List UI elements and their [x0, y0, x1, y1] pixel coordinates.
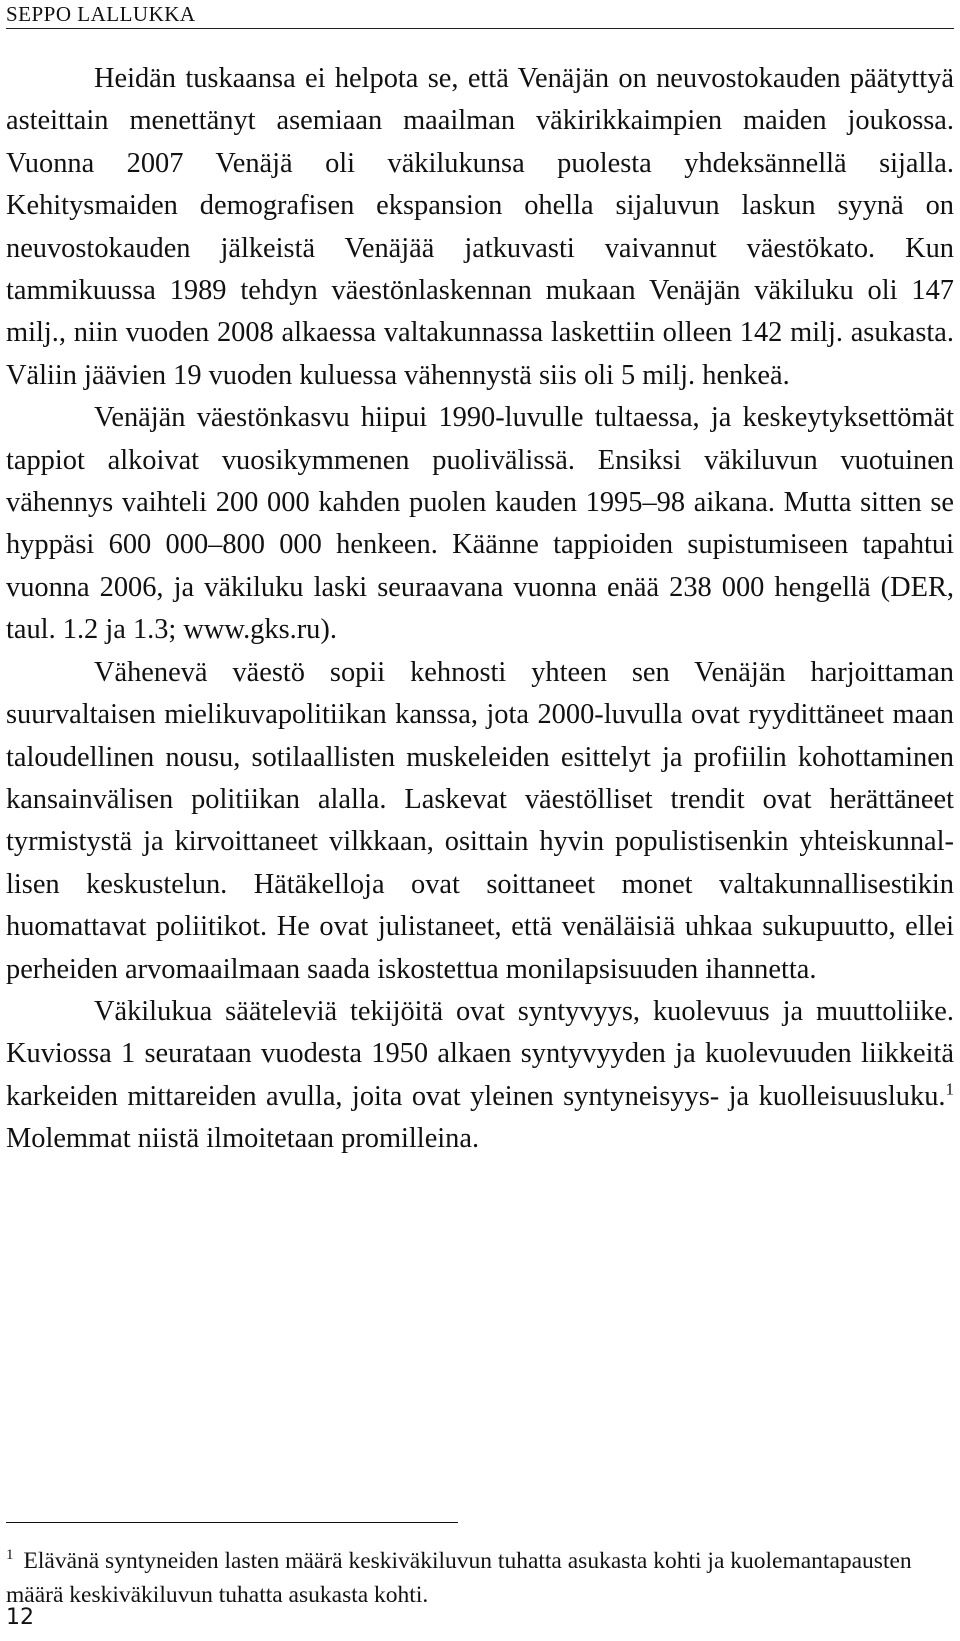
footnote-rule	[6, 1522, 458, 1523]
paragraph: Vähenevä väestö sopii kehnosti yhteen sen Venäjän harjoittaman suurvaltaisen mielikuvapolitiikan kanssa, jota 2000-luvulla ovat ryydittäneet maan taloudellinen nousu, sotilaallisten muskeleiden esittelyt ja profiilin kohottaminen kansainvälisen politiikan alalla. Laskevat väestölliset trendit ovat herättäneet tyrmistystä ja kirvoittaneet vilkkaan, osittain hyvin populistisenkin yhteiskunnallisen keskustelun. Hätäkelloja ovat soittaneet monet valtakunnallisestikin huomattavat poliitikot. He ovat julistaneet, että venäläisiä uhkaa sukupuutto, ellei perheiden arvomaailmaan saada iskostettua monilapsisuuden ihannetta.	[6, 656, 954, 985]
paragraph-text: Väkilukua sääteleviä tekijöitä ovat syntyvyys, kuolevuus ja muuttoliike. Kuviossa 1 seurataan vuodesta 1950 alkaen syntyvyyden ja kuolevuuden liikkeitä karkeiden mittareiden avulla, joita ovat yleinen syntyneisyys- ja kuolleisuusluku.	[6, 995, 954, 1112]
header-rule	[6, 28, 954, 29]
body-text	[6, 58, 954, 1161]
paragraph-text: Molemmat niistä ilmoitetaan promilleina.	[6, 1123, 480, 1155]
footnote-reference[interactable]: 1	[945, 1079, 954, 1099]
page-number: 12	[6, 1605, 34, 1630]
footnote-text: Elävänä syntyneiden lasten määrä keskiväkiluvun tuhatta asukasta kohti ja kuolemantapausten määrä keskiväkiluvun tuhatta asukasta kohti.	[6, 1548, 912, 1608]
running-header: SEPPO LALLUKKA	[6, 2, 196, 26]
paragraph: Venäjän väestönkasvu hiipui 1990-luvulle tultaessa, ja keskeytyksettömät tappiot alkoivat vuosikymmenen puolivälissä. Ensiksi väkiluvun vuotuinen vähennys vaihteli 200 000 kahden puolen kauden 1995–98 aikana. Mutta sitten se hyppäsi 600 000–800 000 henkeen. Käänne tappioiden supistumiseen tapahtui vuonna 2006, ja väkiluku laski seuraavana vuonna enää 238 000 hengellä (DER, taul. 1.2 ja 1.3; www.gks.ru).	[6, 402, 954, 646]
paragraph: Heidän tuskaansa ei helpota se, että Venäjän on neuvostokauden päätyttyä asteittain menettänyt asemiaan maailman väkirikkaimpien maiden joukossa. Vuonna 2007 Venäjä oli väkilukunsa puolesta yhdeksännellä sijalla. Kehitysmaiden demografisen ekspansion ohella sijaluvun laskun syynä on neuvostokauden jälkeistä Venäjää jatkuvasti vaivannut väestökato. Kun tammikuussa 1989 tehdyn väestönlaskennan mukaan Venäjän väkiluku oli 147 milj., niin vuoden 2008 alkaessa valtakunnassa laskettiin olleen 142 milj. asukasta. Väliin jäävien 19 vuoden kuluessa vähennystä siis oli 5 milj. henkeä.	[6, 63, 954, 391]
footnote	[6, 1544, 954, 1612]
paragraph	[6, 991, 954, 1161]
footnote-number: 1	[6, 1547, 14, 1564]
